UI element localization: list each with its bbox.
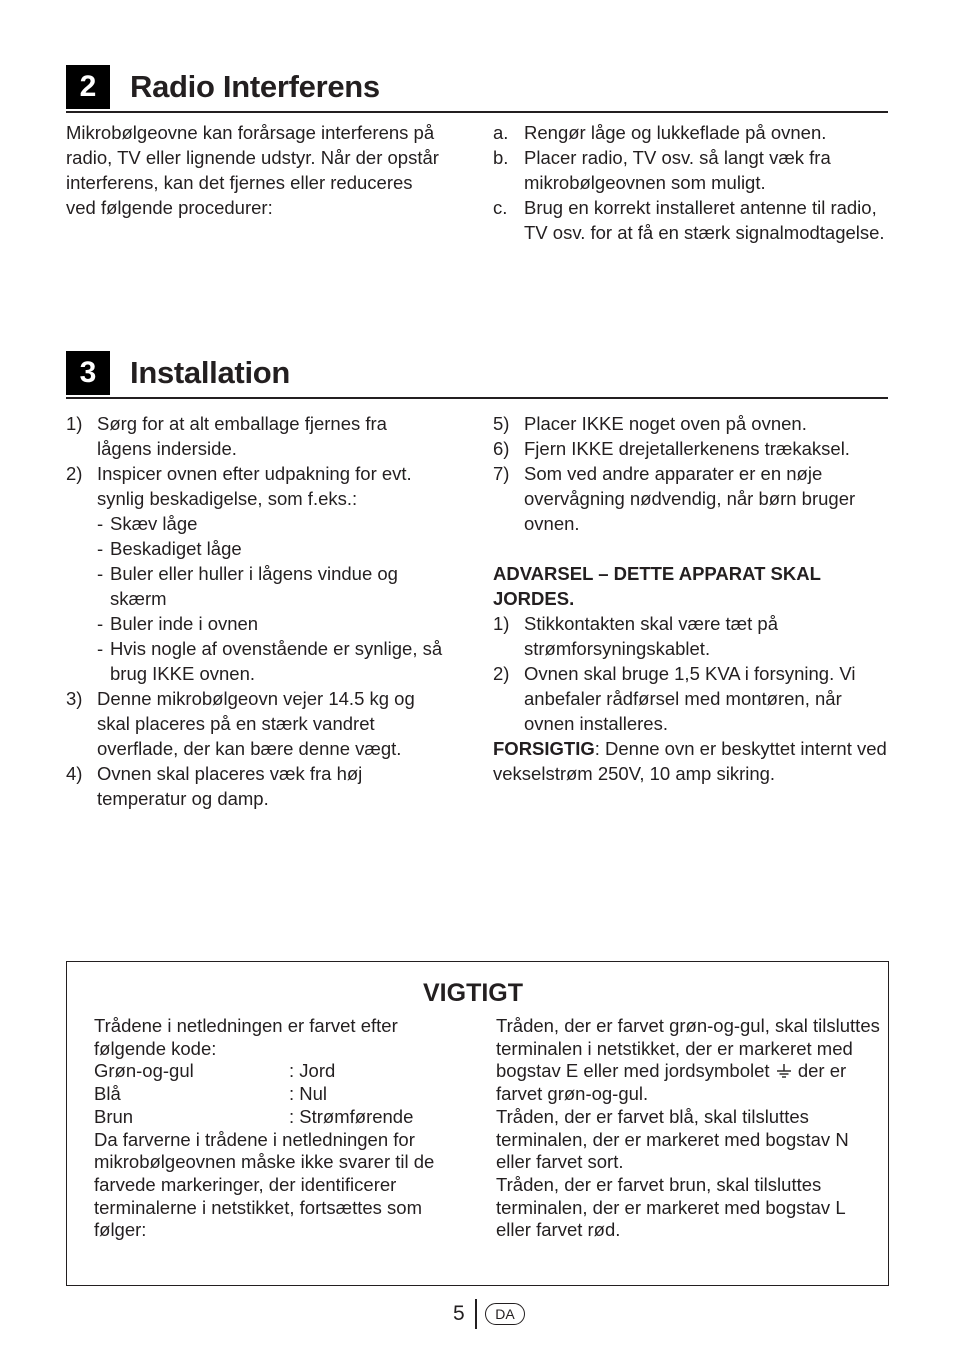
caution-note bbox=[493, 736, 888, 786]
sub-list-item: - Beskadiget låge bbox=[97, 538, 242, 559]
caution-label: FORSIGTIG bbox=[493, 738, 595, 759]
important-title: VIGTIGT bbox=[423, 979, 523, 1007]
sub-list-item: - Buler inde i ovnen bbox=[97, 613, 259, 634]
blue-instruction: Tråden, der er farvet blå, skal tilsluttes terminalen, der er markeret med bogstav N eller farvet sort. bbox=[496, 1105, 849, 1173]
caution-text: : Denne ovn er beskyttet internt ved vekselstrøm 250V, 10 amp sikring. bbox=[493, 738, 887, 784]
list-item: 4) Ovnen skal placeres væk fra høj temperatur og damp. bbox=[66, 763, 363, 809]
radio-intro-text: Mikrobølgeovne kan forårsage interferens på radio, TV eller lignende udstyr. Når der opstår interferens, kan det fjernes eller reduceres ved følgende procedurer: bbox=[66, 122, 439, 218]
brown-instruction: Tråden, der er farvet brun, skal tilsluttes terminalen, der er markeret med bogstav L eller farvet rød. bbox=[496, 1173, 845, 1241]
radio-steps-column bbox=[493, 120, 888, 245]
section-title: Radio Interferens bbox=[130, 69, 380, 104]
page-number: 5 bbox=[453, 1302, 465, 1325]
warning-heading: ADVARSEL – DETTE APPARAT SKAL JORDES. bbox=[493, 563, 821, 609]
wire-code-row: Brun : Strømførende bbox=[94, 1105, 414, 1127]
list-item: 3) Denne mikrobølgeovn vejer 14.5 kg og skal placeres på en stærk vandret overflade, der kan bære denne vægt. bbox=[66, 688, 415, 759]
wire-code-outro: Da farverne i trådene i netledningen for mikrobølgeovnen måske ikke svarer til de farvede markeringer, der identificerer terminalerne i netstikket, fortsættes som følger: bbox=[94, 1128, 435, 1241]
sub-list-item: - Skæv låge bbox=[97, 513, 198, 534]
language-badge: DA bbox=[485, 1303, 525, 1325]
earth-ground-icon bbox=[775, 1062, 793, 1080]
footer-divider bbox=[475, 1299, 477, 1329]
section-3-header bbox=[66, 351, 888, 399]
list-item: 7) Som ved andre apparater er en nøje overvågning nødvendig, når børn bruger ovnen. bbox=[493, 463, 856, 534]
green-yellow-instruction: Tråden, der er farvet grøn-og-gul, skal tilsluttes terminalen i netstikket, der er markeret med bogstav E eller med jordsymbolet der er farvet grøn-og-gul. bbox=[496, 1015, 880, 1105]
list-item: c. Brug en korrekt installeret antenne til radio, TV osv. for at få en stærk signalmodtagelse. bbox=[493, 197, 885, 243]
sub-list-item: - Hvis nogle af ovenstående er synlige, så brug IKKE ovnen. bbox=[97, 638, 443, 684]
important-left-column bbox=[94, 1015, 454, 1242]
important-right-column bbox=[496, 1015, 881, 1242]
list-item: 5) Placer IKKE noget oven på ovnen. bbox=[493, 413, 807, 434]
list-item: 2) Ovnen skal bruge 1,5 KVA i forsyning. Vi anbefaler rådførsel med montøren, når ovnen installeres. bbox=[493, 663, 856, 734]
list-item: 1) Stikkontakten skal være tæt på strømforsyningskablet. bbox=[493, 613, 778, 659]
sub-list-item: - Buler eller huller i lågens vindue og skærm bbox=[97, 563, 398, 609]
wire-code-intro: Trådene i netledningen er farvet efter følgende kode: bbox=[94, 1015, 398, 1059]
list-item: 6) Fjern IKKE drejetallerkenens trækaksel. bbox=[493, 438, 850, 459]
list-item: 1) Sørg for at alt emballage fjernes fra lågens inderside. bbox=[66, 413, 387, 459]
list-item: b. Placer radio, TV osv. så langt væk fra mikrobølgeovnen som muligt. bbox=[493, 147, 831, 193]
section-number: 2 bbox=[66, 65, 110, 109]
installation-left-column bbox=[66, 411, 446, 811]
section-title: Installation bbox=[130, 355, 291, 390]
important-box bbox=[66, 961, 889, 1286]
wire-code-row: Grøn-og-gul : Jord bbox=[94, 1060, 336, 1082]
section-number: 3 bbox=[66, 351, 110, 395]
radio-intro-column bbox=[66, 120, 446, 220]
installation-right-column bbox=[493, 411, 888, 786]
wire-code-row: Blå : Nul bbox=[94, 1083, 328, 1105]
list-item: 2) Inspicer ovnen efter udpakning for evt. synlig beskadigelse, som f.eks.: bbox=[66, 463, 412, 509]
list-item: a. Rengør låge og lukkeflade på ovnen. bbox=[493, 122, 827, 143]
section-2-header bbox=[66, 65, 888, 113]
